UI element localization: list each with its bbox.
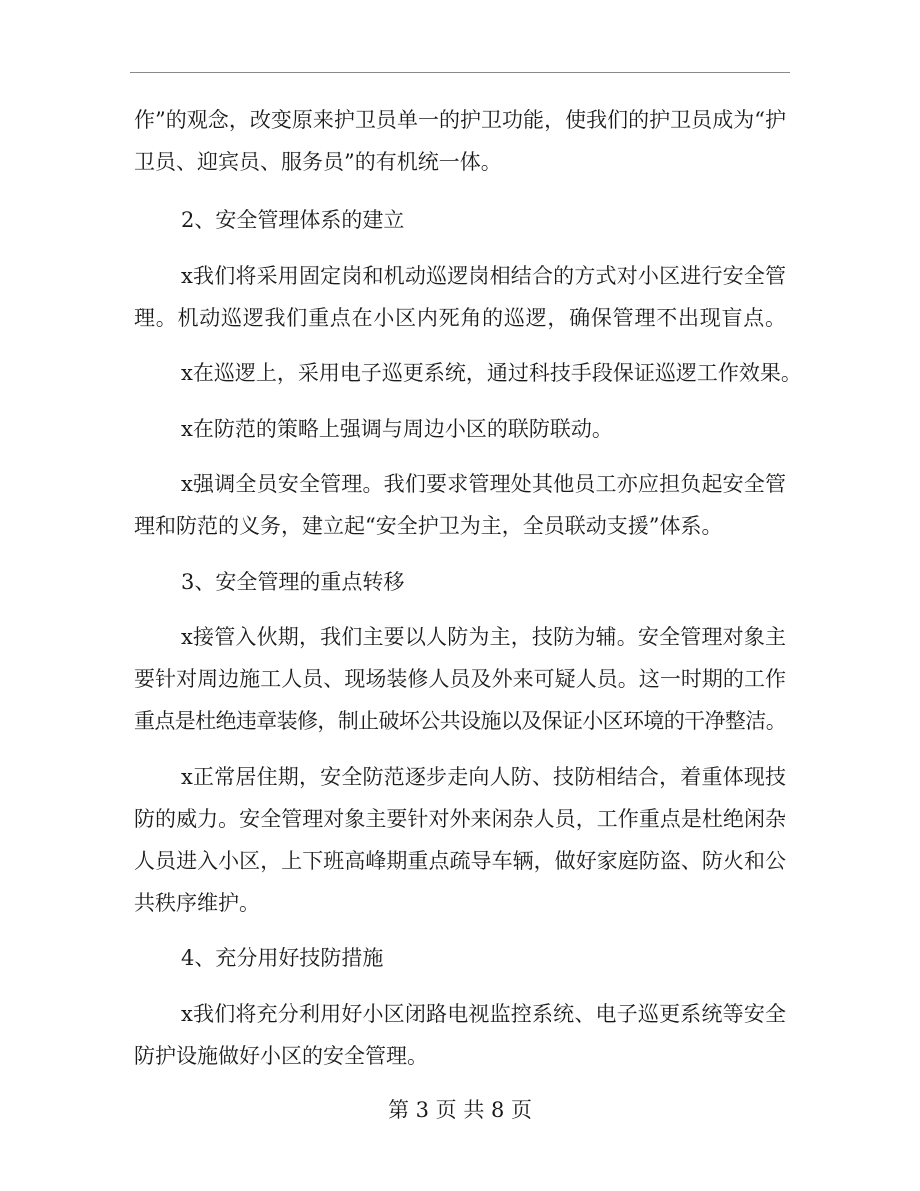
text-line: 理。机动巡逻我们重点在小区内死角的巡逻，确保管理不出现盲点。 bbox=[134, 305, 786, 330]
text-line: x接管入伙期，我们主要以人防为主，技防为辅。安全管理对象主 bbox=[181, 625, 786, 649]
section-heading bbox=[134, 199, 786, 241]
document-body bbox=[134, 99, 802, 1090]
page-footer: 第 3 页 共 8 页 bbox=[387, 1098, 533, 1122]
section-heading-text: 4、充分用好技防措施 bbox=[181, 946, 384, 970]
paragraph bbox=[134, 255, 786, 339]
text-line: 人员进入小区，上下班高峰期重点疏导车辆，做好家庭防盗、防火和公 bbox=[134, 848, 786, 873]
section-heading-text: 3、安全管理的重点转移 bbox=[181, 569, 405, 594]
text-line: 卫员、迎宾员、服务员”的有机统一体。 bbox=[134, 150, 502, 174]
text-line: x我们将充分利用好小区闭路电视监控系统、电子巡更系统等安全 bbox=[181, 1001, 786, 1026]
text-line: x在防范的策略上强调与周边小区的联防联动。 bbox=[181, 416, 613, 441]
text-line: 要针对周边施工人员、现场装修人员及外来可疑人员。这一时期的工作 bbox=[134, 667, 786, 691]
section-heading bbox=[134, 937, 786, 979]
paragraph bbox=[134, 99, 786, 183]
text-line: x正常居住期，安全防范逐步走向人防、技防相结合，着重体现技 bbox=[181, 764, 786, 789]
paragraph bbox=[134, 616, 786, 742]
text-line: x强调全员安全管理。我们要求管理处其他员工亦应担负起安全管 bbox=[181, 472, 786, 496]
header-rule bbox=[130, 72, 790, 73]
paragraph bbox=[134, 463, 786, 547]
text-line: x在巡逻上，采用电子巡更系统，通过科技手段保证巡逻工作效果。 bbox=[181, 361, 802, 385]
paragraph bbox=[134, 993, 786, 1077]
text-line: 防的威力。安全管理对象主要针对外来闲杂人员，工作重点是杜绝闲杂 bbox=[134, 806, 786, 831]
text-line: 共秩序维护。 bbox=[134, 890, 260, 915]
section-heading bbox=[134, 561, 786, 603]
paragraph bbox=[134, 408, 786, 450]
text-line: x我们将采用固定岗和机动巡逻岗相结合的方式对小区进行安全管 bbox=[181, 263, 786, 288]
text-line: 作”的观念，改变原来护卫员单一的护卫功能，使我们的护卫员成为“护 bbox=[134, 108, 786, 132]
text-line: 理和防范的义务，建立起“安全护卫为主，全员联动支援”体系。 bbox=[134, 514, 723, 538]
paragraph bbox=[134, 352, 802, 394]
text-line: 重点是杜绝违章装修，制止破坏公共设施以及保证小区环境的干净整洁。 bbox=[134, 709, 786, 733]
text-line: 防护设施做好小区的安全管理。 bbox=[134, 1043, 428, 1068]
paragraph bbox=[134, 756, 786, 924]
section-heading-text: 2、安全管理体系的建立 bbox=[181, 208, 405, 232]
